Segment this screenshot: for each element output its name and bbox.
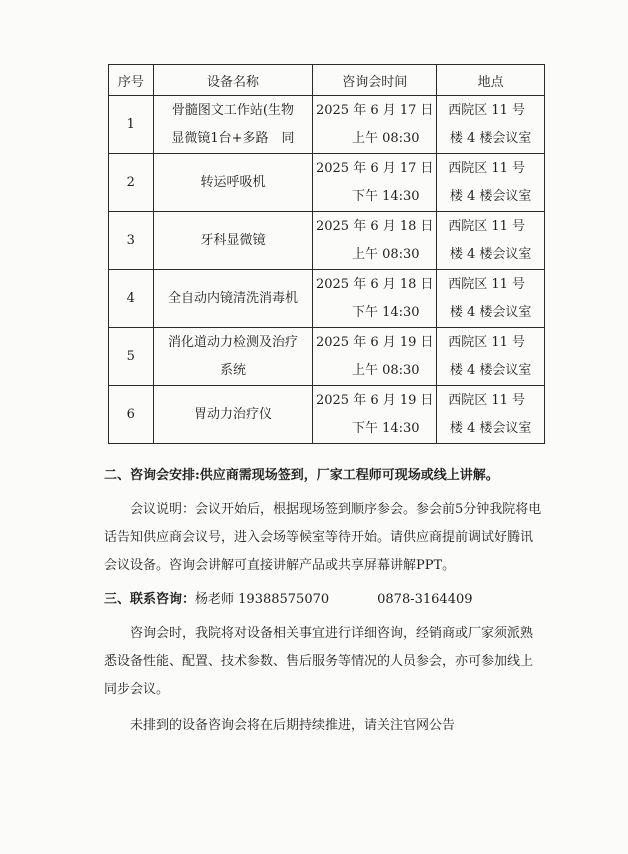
location-line: 楼 4 楼会议室 bbox=[449, 420, 532, 436]
row-no: 4 bbox=[109, 270, 154, 328]
row-no: 2 bbox=[109, 154, 154, 212]
row-date: 2025 年 6 月 17 日 bbox=[315, 102, 434, 118]
consultation-schedule-table bbox=[108, 64, 545, 444]
row-time bbox=[313, 154, 437, 212]
row-date: 2025 年 6 月 18 日 bbox=[315, 276, 434, 292]
table-row bbox=[109, 212, 545, 270]
header-device-name: 设备名称 bbox=[153, 65, 313, 96]
device-name-line: 显微镜1台+多路 同 bbox=[171, 130, 295, 146]
table-row bbox=[109, 328, 545, 386]
section3-heading: 三、联系咨询： bbox=[104, 592, 196, 607]
row-date: 2025 年 6 月 19 日 bbox=[315, 392, 434, 408]
row-date: 2025 年 6 月 17 日 bbox=[315, 160, 434, 176]
location-line: 楼 4 楼会议室 bbox=[449, 188, 532, 204]
location-line: 西院区 11 号 bbox=[448, 160, 526, 176]
device-name-line: 转运呼吸机 bbox=[200, 174, 266, 190]
section2-heading: 二、咨询会安排:供应商需现场签到，厂家工程师可现场或线上讲解。 bbox=[104, 468, 499, 483]
location-line: 西院区 11 号 bbox=[448, 218, 526, 234]
header-no: 序号 bbox=[109, 65, 154, 96]
row-time bbox=[313, 328, 437, 386]
row-no: 1 bbox=[109, 96, 154, 154]
location-line: 楼 4 楼会议室 bbox=[449, 130, 532, 146]
row-location bbox=[437, 96, 545, 154]
location-line: 西院区 11 号 bbox=[448, 276, 526, 292]
section3-contact-line bbox=[104, 586, 544, 614]
row-time-of-day: 下午 14:30 bbox=[351, 304, 420, 320]
section2-paragraph: 会议说明：会议开始后，根据现场签到顺序参会。参会前5分钟我院将电话告知供应商会议号，进入会场等候室等待开始。请供应商提前调试好腾讯会议设备。咨询会讲解可直接讲解产品或共享屏幕讲解PPT。 bbox=[104, 502, 542, 573]
section3-paragraph: 咨询会时，我院将对设备相关事宜进行详细咨询，经销商或厂家须派熟悉设备性能、配置、技术参数、售后服务等情况的人员参会，亦可参加线上同步会议。 bbox=[104, 626, 534, 697]
row-device-name bbox=[153, 212, 313, 270]
device-name-line: 消化道动力检测及治疗 bbox=[167, 334, 298, 350]
row-time-of-day: 上午 08:30 bbox=[351, 130, 420, 146]
row-time-of-day: 上午 08:30 bbox=[351, 362, 420, 378]
row-location bbox=[437, 154, 545, 212]
contact-phone: 0878-3164409 bbox=[377, 592, 473, 607]
device-name-line: 系统 bbox=[219, 362, 246, 378]
location-line: 楼 4 楼会议室 bbox=[449, 246, 532, 262]
device-name-line: 牙科显微镜 bbox=[200, 232, 266, 248]
device-name-line: 全自动内镜清洗消毒机 bbox=[167, 290, 298, 306]
row-device-name bbox=[153, 328, 313, 386]
row-device-name bbox=[153, 96, 313, 154]
table-header-row bbox=[109, 65, 545, 96]
header-location: 地点 bbox=[437, 65, 545, 96]
row-date: 2025 年 6 月 19 日 bbox=[315, 334, 434, 350]
location-line: 楼 4 楼会议室 bbox=[449, 304, 532, 320]
location-line: 西院区 11 号 bbox=[448, 102, 526, 118]
row-device-name bbox=[153, 270, 313, 328]
row-device-name bbox=[153, 154, 313, 212]
closing-notice: 未排到的设备咨询会将在后期持续推进，请关注官网公告 bbox=[130, 718, 456, 733]
row-time bbox=[313, 96, 437, 154]
row-time-of-day: 下午 14:30 bbox=[351, 420, 420, 436]
row-time bbox=[313, 386, 437, 444]
row-no: 5 bbox=[109, 328, 154, 386]
table-row bbox=[109, 96, 545, 154]
row-time-of-day: 下午 14:30 bbox=[351, 188, 420, 204]
location-line: 西院区 11 号 bbox=[448, 334, 526, 350]
row-time bbox=[313, 212, 437, 270]
row-location bbox=[437, 212, 545, 270]
row-location bbox=[437, 386, 545, 444]
location-line: 西院区 11 号 bbox=[448, 392, 526, 408]
header-time: 咨询会时间 bbox=[313, 65, 437, 96]
row-date: 2025 年 6 月 18 日 bbox=[315, 218, 434, 234]
table-row bbox=[109, 270, 545, 328]
row-no: 3 bbox=[109, 212, 154, 270]
location-line: 楼 4 楼会议室 bbox=[449, 362, 532, 378]
body-text bbox=[104, 462, 544, 740]
row-no: 6 bbox=[109, 386, 154, 444]
device-name-line: 骨髓图文工作站(生物 bbox=[171, 102, 294, 118]
row-location bbox=[437, 328, 545, 386]
device-name-line: 胃动力治疗仪 bbox=[193, 406, 272, 422]
row-time-of-day: 上午 08:30 bbox=[351, 246, 420, 262]
table-row bbox=[109, 154, 545, 212]
row-location bbox=[437, 270, 545, 328]
contact-person: 杨老师 19388575070 bbox=[195, 592, 330, 607]
row-time bbox=[313, 270, 437, 328]
table-row bbox=[109, 386, 545, 444]
row-device-name bbox=[153, 386, 313, 444]
